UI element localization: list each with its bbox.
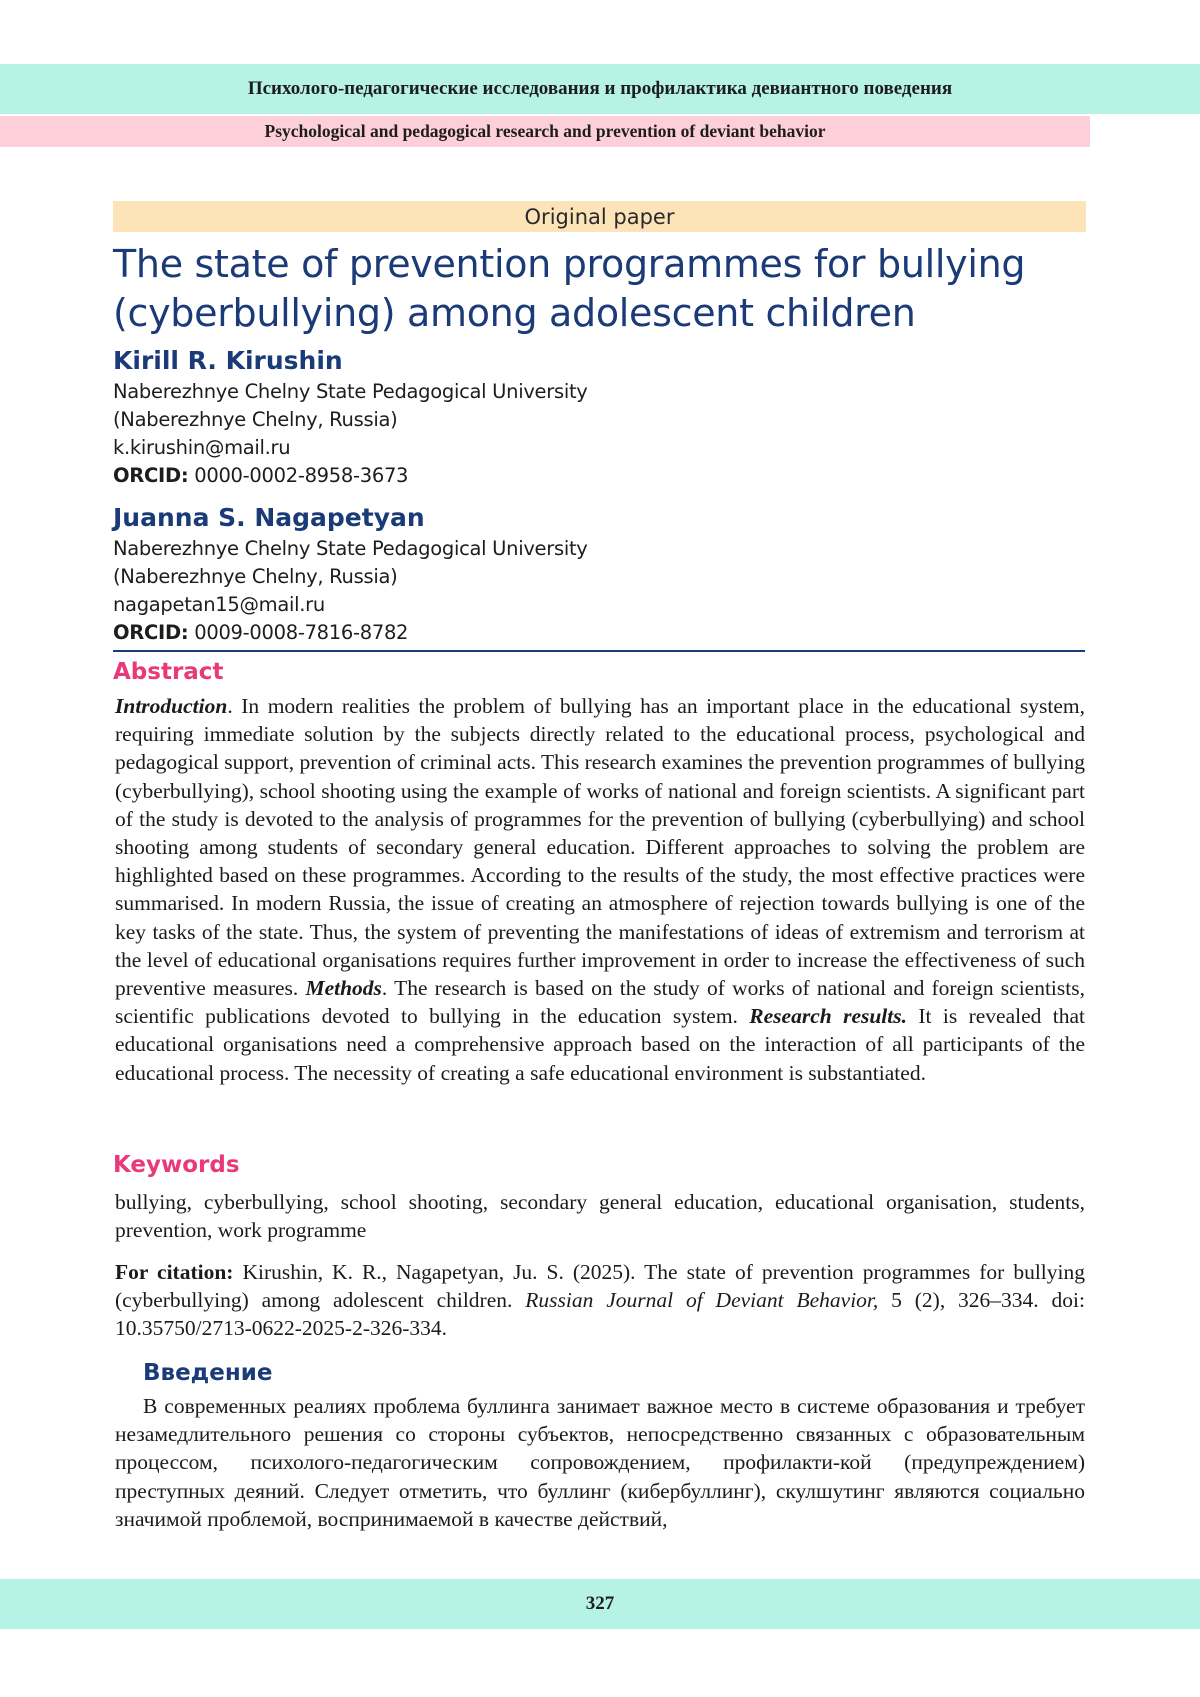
orcid-label: ORCID:	[113, 621, 189, 644]
journal-title-ru-text: Психолого-педагогические исследования и профилактика девиантного поведения	[247, 78, 953, 99]
citation-text: Kirushin, K. R., Nagapetyan, Ju. S. (2025). The state of prevention programmes for bullying (cyberbullying) among adolescent children.	[115, 1260, 1085, 1313]
abstract-methods-text: . The research is based on the study of works of national and foreign scientists, scientific publications devoted to bullying in the education system.	[115, 976, 1085, 1029]
author-affiliation: Naberezhnye Chelny State Pedagogical University	[113, 537, 588, 560]
orcid-id: 0009-0008-7816-8782	[188, 621, 409, 644]
author-affiliation: Naberezhnye Chelny State Pedagogical University	[113, 380, 588, 403]
author-orcid[interactable]	[113, 462, 1013, 490]
section-divider	[113, 650, 1085, 652]
author-orcid[interactable]	[113, 619, 1013, 647]
introduction-ru-text: В современных реалиях проблема буллинга занимает важное место в системе образования и требует незамедлительного решения со стороны субъектов, непосредственно связанных с образовательным процессом, психолого-педагогическим сопровождением, профилакти-кой (предупреждением) преступных деяний. Следует отметить, что буллинг (кибербуллинг), скулшутинг являются социально значимой проблемой, воспринимаемой в качестве действий,	[115, 1394, 1085, 1531]
abstract-intro-label: Introduction	[115, 694, 228, 718]
citation-details: 5 (2), 326–334. doi: 10.35750/2713-0622-2025-2-326-334.	[115, 1288, 1085, 1341]
abstract-intro-text: . In modern realities the problem of bullying has an important place in the educational system, requiring immediate solution by the subjects directly related to the educational process, psychological and pedagogical support, prevention of criminal acts. This research examines the prevention programmes of bullying (cyberbullying), school shooting using the example of works of national and foreign scientists. A significant part of the study is devoted to the analysis of programmes for the prevention of bullying (cyberbullying) and school shooting among students of secondary general education. Different approaches to solving the problem are highlighted based on these programmes. According to the results of the study, the most effective practices were summarised. In modern Russia, the issue of creating an atmosphere of rejection towards bullying is one of the key tasks of the state. Thus, the system of preventing the manifestations of ideas of extremism and terrorism at the level of educational organisations requires further improvement in order to increase the effectiveness of such preventive measures.	[115, 694, 1085, 1001]
author-location: (Naberezhnye Chelny, Russia)	[113, 565, 398, 588]
citation-label: For citation:	[115, 1260, 234, 1284]
abstract-methods-label: Methods	[305, 976, 382, 1001]
author-email[interactable]: nagapetan15@mail.ru	[113, 593, 325, 616]
keywords-text: bullying, cyberbullying, school shooting, secondary general education, educational organisation, students, prevention, work programme	[115, 1190, 1085, 1243]
author-location: (Naberezhnye Chelny, Russia)	[113, 408, 398, 431]
orcid-label: ORCID:	[113, 464, 189, 487]
journal-title-en	[0, 116, 1090, 147]
author-block-1	[113, 344, 1013, 490]
paper-type-label: Original paper	[113, 201, 1086, 232]
introduction-ru-heading: Введение	[143, 1360, 273, 1386]
page-number: 327	[585, 1593, 615, 1614]
abstract-results-text: It is revealed that educational organisations need a comprehensive approach based on the interaction of all participants of the educational process. The necessity of creating a safe educational environment is substantiated.	[115, 1004, 1085, 1085]
journal-title-en-text: Psychological and pedagogical research and prevention of deviant behavior	[264, 121, 826, 141]
author-name: Juanna S. Nagapetyan	[113, 503, 425, 532]
article-title: The state of prevention programmes for bullying (cyberbullying) among adolescent children	[113, 242, 1026, 335]
abstract-text	[115, 692, 1085, 1087]
author-email[interactable]: k.kirushin@mail.ru	[113, 436, 291, 459]
journal-title-ru	[0, 64, 1200, 114]
orcid-id: 0000-0002-8958-3673	[188, 464, 409, 487]
author-name: Kirill R. Kirushin	[113, 346, 343, 375]
citation	[115, 1258, 1085, 1343]
keywords-heading: Keywords	[113, 1152, 240, 1178]
abstract-heading: Abstract	[113, 659, 224, 685]
citation-journal: Russian Journal of Deviant Behavior,	[525, 1288, 879, 1313]
page-footer	[0, 1579, 1200, 1629]
abstract-results-label: Research results.	[749, 1004, 907, 1029]
author-block-2	[113, 501, 1013, 647]
